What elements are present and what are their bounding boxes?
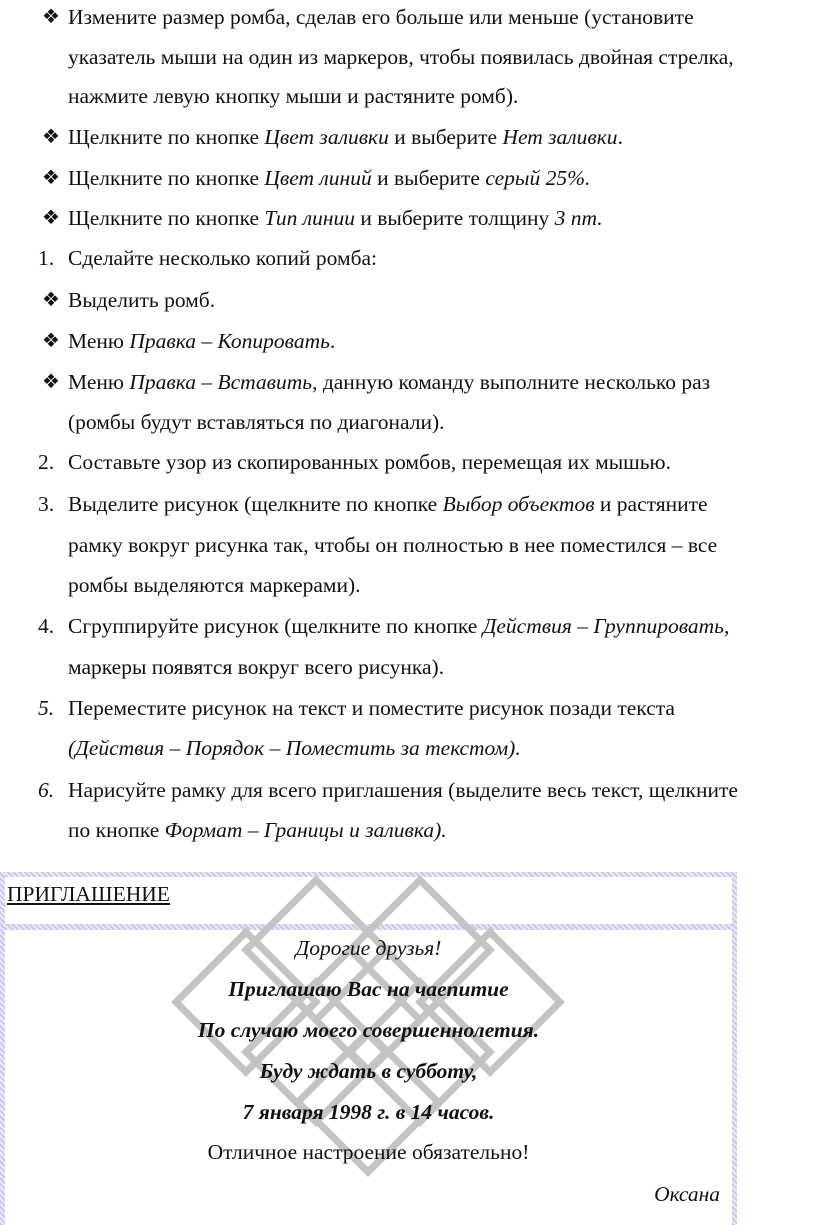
bullet-diamond-icon: ❖ [42, 167, 60, 189]
step-text: (ромбы будут вставляться по диагонали). [68, 410, 445, 434]
step-number: 6. [38, 778, 55, 802]
bullet-diamond-icon: ❖ [42, 371, 60, 393]
invitation-line: Отличное настроение обязательно! [207, 1140, 530, 1164]
step-number: 2. [38, 450, 55, 474]
step-number: 5. [38, 696, 55, 720]
bullet-diamond-icon: ❖ [42, 126, 60, 148]
invitation-line: Буду ждать в субботу, [259, 1059, 478, 1083]
step-number: 4. [38, 614, 55, 638]
step-copy: Меню Правка – Копировать. [68, 329, 336, 353]
invitation-date: 7 января 1998 г. в 14 часов. [242, 1100, 495, 1124]
step-paste: Меню Правка – Вставить, данную команду выполните несколько раз [68, 370, 711, 394]
step-format: по кнопке Формат – Границы и заливка). [68, 818, 447, 842]
step-text: рамку вокруг рисунка так, чтобы он полностью в нее поместился – все [68, 533, 718, 557]
diamond-pattern [0, 872, 737, 1225]
step-fill-color: Щелкните по кнопке Цвет заливки и выберите Нет заливки. [68, 125, 623, 149]
step-line-type: Щелкните по кнопке Тип линии и выберите толщину 3 пт. [68, 206, 603, 230]
invitation-title: ПРИГЛАШЕНИЕ [7, 882, 170, 906]
step-text: нажмите левую кнопку мыши и растяните ромб). [68, 84, 519, 108]
bullet-diamond-icon: ❖ [42, 207, 60, 229]
step-line-color: Щелкните по кнопке Цвет линий и выберите серый 25%. [68, 166, 591, 190]
step-text: Измените размер ромба, сделав его больше или меньше (установите [68, 5, 694, 29]
step-text: Нарисуйте рамку для всего приглашения (выделите весь текст, щелкните [68, 778, 738, 802]
invitation-signature: Оксана [654, 1182, 720, 1206]
step-text: ромбы выделяются маркерами). [68, 573, 361, 597]
step-number: 3. [38, 492, 55, 516]
step-number: 1. [38, 246, 55, 270]
step-text: Составьте узор из скопированных ромбов, перемещая их мышью. [68, 450, 671, 474]
step-group: Сгруппируйте рисунок (щелкните по кнопке Действия – Группировать, [68, 614, 730, 638]
step-text: маркеры появятся вокруг всего рисунка). [68, 655, 445, 679]
step-text: Выделить ромб. [68, 288, 216, 312]
invitation-greeting: Дорогие друзья! [295, 936, 442, 960]
invitation-line: По случаю моего совершеннолетия. [197, 1018, 540, 1042]
step-text: (Действия – Порядок – Поместить за текстом). [68, 736, 521, 760]
bullet-diamond-icon: ❖ [42, 6, 60, 28]
invitation-line: Приглашаю Вас на чаепитие [228, 977, 509, 1001]
bullet-diamond-icon: ❖ [42, 289, 60, 311]
step-text: указатель мыши на один из маркеров, чтобы появилась двойная стрелка, [68, 45, 734, 69]
step-text: Сделайте несколько копий ромба: [68, 246, 378, 270]
step-text: Переместите рисунок на текст и поместите рисунок позади текста [68, 696, 675, 720]
step-select: Выделите рисунок (щелкните по кнопке Выбор объектов и растяните [68, 492, 708, 516]
bullet-diamond-icon: ❖ [42, 330, 60, 352]
invitation-card [0, 872, 816, 1225]
